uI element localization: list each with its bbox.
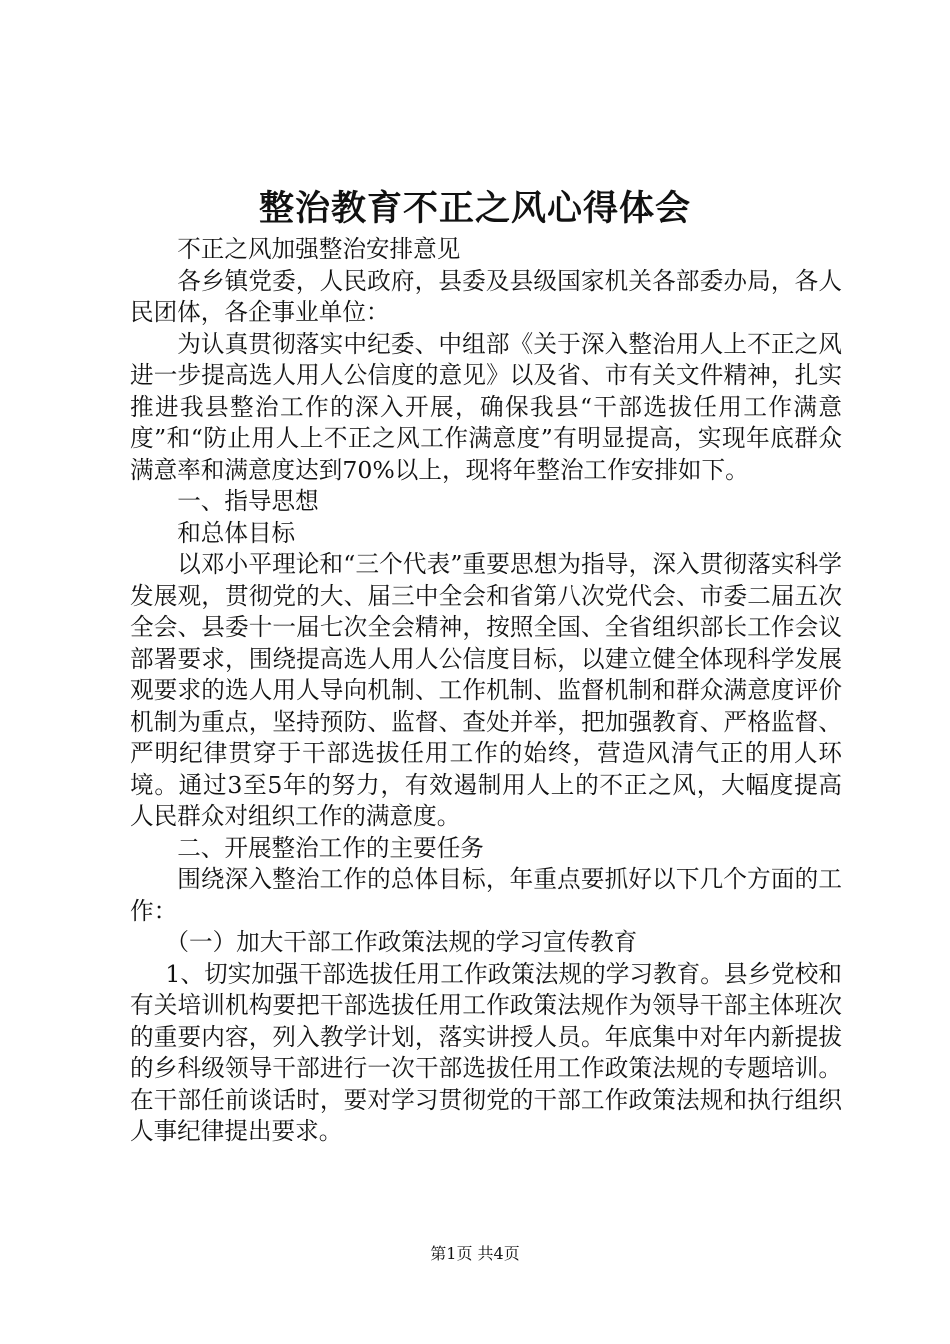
paragraph-addressees: 各乡镇党委，人民政府，县委及县级国家机关各部委办局，各人民团体，各企事业单位： bbox=[130, 266, 842, 326]
subsection-heading-1: （一）加大干部工作政策法规的学习宣传教育 bbox=[165, 928, 638, 956]
section-heading-main-tasks: 二、开展整治工作的主要任务 bbox=[177, 833, 484, 862]
document-body bbox=[130, 234, 842, 1148]
section-heading-overall-goal: 和总体目标 bbox=[177, 518, 296, 547]
page-footer: 第1页 共4页 bbox=[430, 1244, 520, 1263]
paragraph-main-tasks-intro: 围绕深入整治工作的总体目标，年重点要抓好以下几个方面的工作： bbox=[130, 865, 842, 925]
paragraph-guiding-thought: 以邓小平理论和“三个代表”重要思想为指导，深入贯彻落实科学发展观，贯彻党的大、届三中全会和省第八次党代会、市委二届五次全会、县委十一届七次全会精神，按照全国、全省组织部长工作会议部署要求，围绕提高选人用人公信度目标，以建立健全体现科学发展观要求的选人用人导向机制、工作机制、监督机制和群众满意度评价机制为重点，坚持预防、监督、查处并举，把加强教育、严格监督、严明纪律贯穿于干部选拔任用工作的始终，营造风清气正的用人环境。通过3至5年的努力，有效遏制用人上的不正之风，大幅度提高人民群众对组织工作的满意度。 bbox=[130, 550, 842, 830]
paragraph-item-1: 1、切实加强干部选拔任用工作政策法规的学习教育。县乡党校和有关培训机构要把干部选拔任用工作政策法规作为领导干部主体班次的重要内容，列入教学计划，落实讲授人员。年底集中对年内新提拔的乡科级领导干部进行一次干部选拔任用工作政策法规的专题培训。在干部任前谈话时，要对学习贯彻党的干部工作政策法规和执行组织人事纪律提出要求。 bbox=[130, 959, 842, 1145]
document-title: 整治教育不正之风心得体会 bbox=[258, 188, 691, 229]
section-heading-guiding-thought: 一、指导思想 bbox=[177, 487, 319, 515]
paragraph-intro: 为认真贯彻落实中纪委、中组部《关于深入整治用人上不正之风进一步提高选人用人公信度的意见》以及省、市有关文件精神，扎实推进我县整治工作的深入开展，确保我县“干部选拔任用工作满意度”和“防止用人上不正之风工作满意度”有明显提高，实现年底群众满意率和满意度达到70%以上，现将年整治工作安排如下。 bbox=[130, 329, 842, 484]
paragraph-heading-notice: 不正之风加强整治安排意见 bbox=[177, 235, 461, 263]
